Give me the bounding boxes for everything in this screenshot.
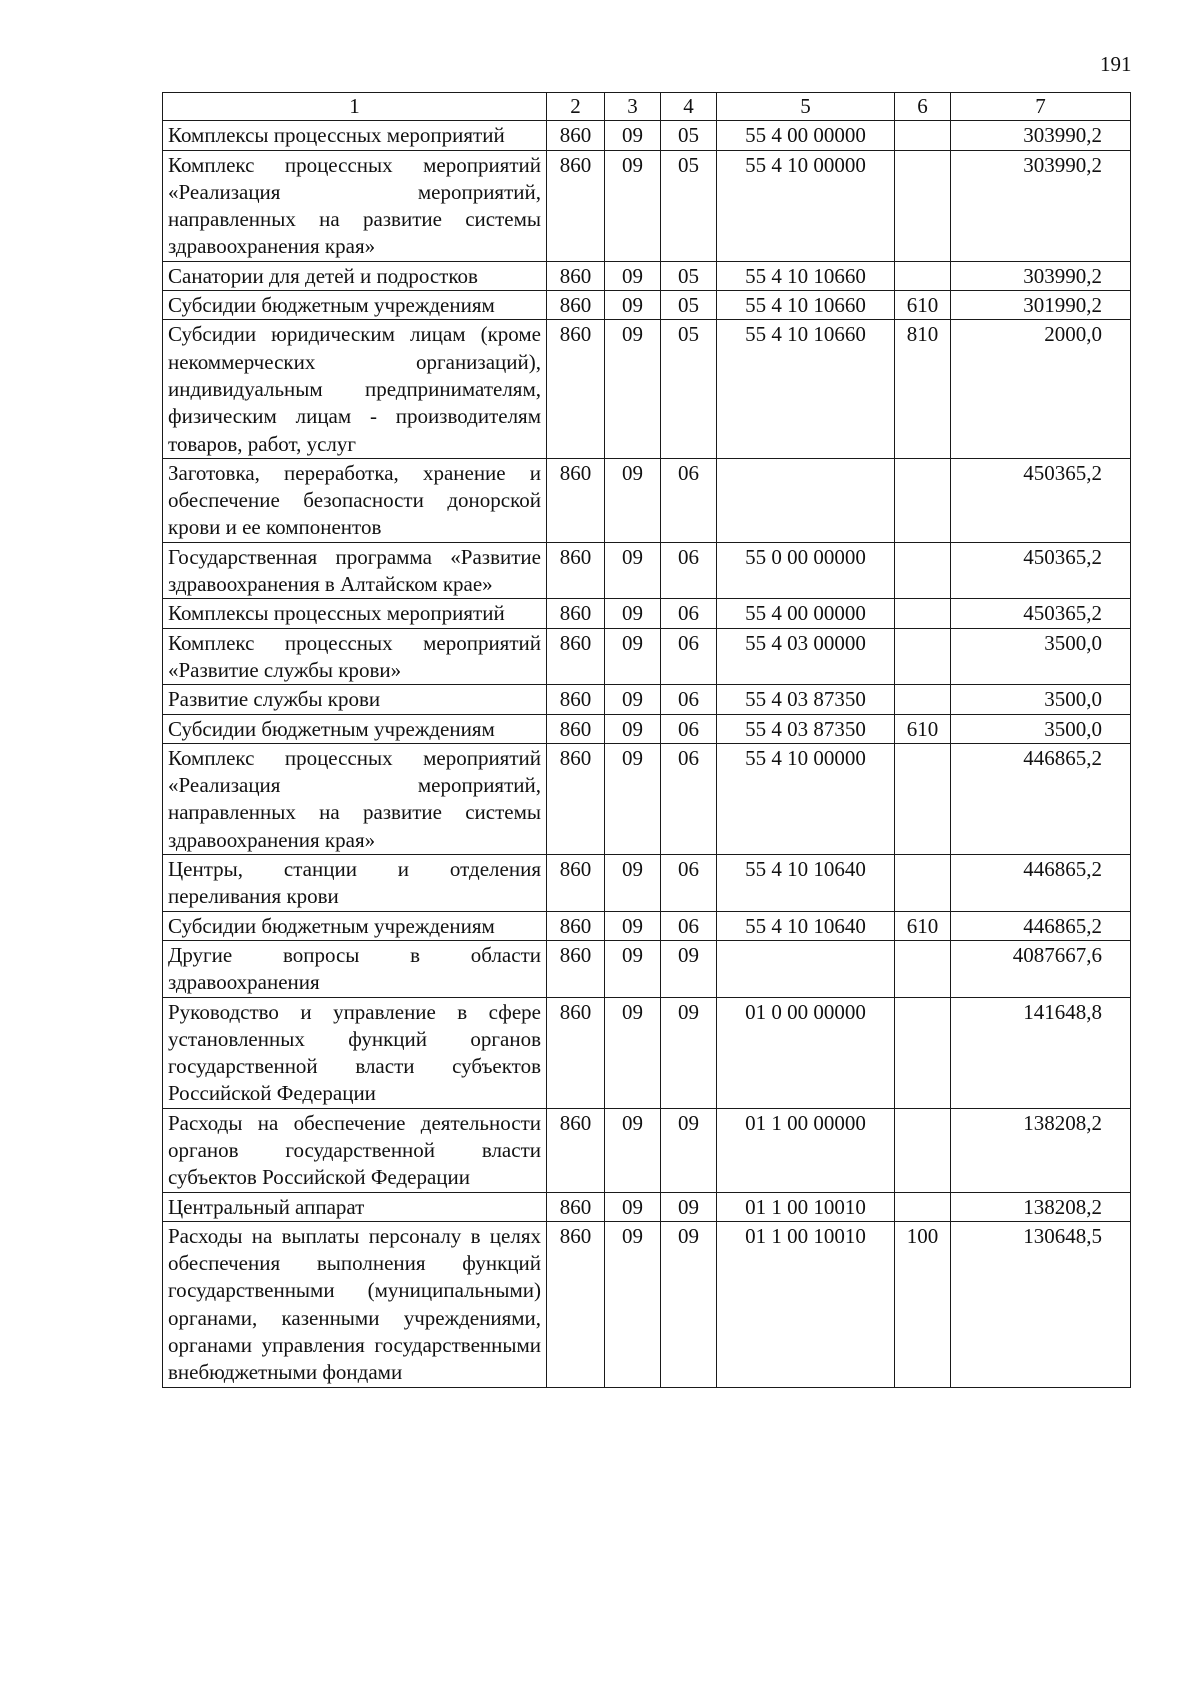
subsection-code: 09 (661, 1108, 717, 1192)
subsection-code: 06 (661, 714, 717, 743)
expense-type-code: 610 (895, 291, 951, 320)
subsection-code: 09 (661, 997, 717, 1108)
expense-type-code: 100 (895, 1221, 951, 1387)
amount: 138208,2 (951, 1108, 1131, 1192)
table-row (163, 628, 1131, 685)
expense-type-code (895, 458, 951, 542)
target-item-code: 55 4 10 10660 (717, 261, 895, 290)
table-row (163, 320, 1131, 458)
column-header-7: 7 (951, 93, 1131, 121)
amount: 3500,0 (951, 628, 1131, 685)
amount: 446865,2 (951, 855, 1131, 912)
row-name: Комплекс процессных мероприятий «Реализация мероприятий, направленных на развитие системы здравоохранения края» (163, 743, 547, 854)
table-row (163, 911, 1131, 940)
row-name: Руководство и управление в сфере установленных функций органов государственной власти субъектов Российской Федерации (163, 997, 547, 1108)
admin-code: 860 (547, 1108, 605, 1192)
expense-type-code: 610 (895, 714, 951, 743)
admin-code: 860 (547, 855, 605, 912)
section-code: 09 (605, 628, 661, 685)
subsection-code: 06 (661, 685, 717, 714)
section-code: 09 (605, 261, 661, 290)
section-code: 09 (605, 743, 661, 854)
section-code: 09 (605, 855, 661, 912)
subsection-code: 06 (661, 628, 717, 685)
table-row (163, 121, 1131, 150)
table-row (163, 542, 1131, 599)
budget-table (162, 92, 1131, 1388)
row-name: Субсидии бюджетным учреждениям (163, 291, 547, 320)
expense-type-code: 810 (895, 320, 951, 458)
section-code: 09 (605, 1221, 661, 1387)
subsection-code: 09 (661, 1192, 717, 1221)
target-item-code: 55 0 00 00000 (717, 542, 895, 599)
table-row (163, 685, 1131, 714)
table-row (163, 458, 1131, 542)
row-name: Субсидии юридическим лицам (кроме некоммерческих организаций), индивидуальным предпринимателям, физическим лицам - производителям товаров, работ, услуг (163, 320, 547, 458)
expense-type-code (895, 685, 951, 714)
expense-type-code (895, 121, 951, 150)
subsection-code: 06 (661, 743, 717, 854)
amount: 130648,5 (951, 1221, 1131, 1387)
admin-code: 860 (547, 628, 605, 685)
row-name: Развитие службы крови (163, 685, 547, 714)
admin-code: 860 (547, 150, 605, 261)
target-item-code: 55 4 00 00000 (717, 121, 895, 150)
admin-code: 860 (547, 599, 605, 628)
target-item-code (717, 940, 895, 997)
column-header-3: 3 (605, 93, 661, 121)
header-row (163, 93, 1131, 121)
amount: 3500,0 (951, 714, 1131, 743)
column-header-6: 6 (895, 93, 951, 121)
subsection-code: 05 (661, 121, 717, 150)
row-name: Расходы на выплаты персоналу в целях обеспечения выполнения функций государственными (муниципальными) органами, казенными учреждениями, органами управления государственными внебюджетными фондами (163, 1221, 547, 1387)
section-code: 09 (605, 458, 661, 542)
admin-code: 860 (547, 1221, 605, 1387)
section-code: 09 (605, 997, 661, 1108)
admin-code: 860 (547, 261, 605, 290)
target-item-code: 55 4 10 10640 (717, 911, 895, 940)
section-code: 09 (605, 1108, 661, 1192)
admin-code: 860 (547, 291, 605, 320)
target-item-code: 55 4 10 10660 (717, 291, 895, 320)
row-name: Центральный аппарат (163, 1192, 547, 1221)
row-name: Санатории для детей и подростков (163, 261, 547, 290)
amount: 141648,8 (951, 997, 1131, 1108)
row-name: Комплексы процессных мероприятий (163, 121, 547, 150)
amount: 2000,0 (951, 320, 1131, 458)
amount: 450365,2 (951, 542, 1131, 599)
section-code: 09 (605, 714, 661, 743)
section-code: 09 (605, 150, 661, 261)
table-row (163, 150, 1131, 261)
expense-type-code (895, 940, 951, 997)
amount: 138208,2 (951, 1192, 1131, 1221)
table-body (163, 121, 1131, 1387)
expense-type-code (895, 1108, 951, 1192)
amount: 301990,2 (951, 291, 1131, 320)
row-name: Субсидии бюджетным учреждениям (163, 714, 547, 743)
table-row (163, 261, 1131, 290)
row-name: Расходы на обеспечение деятельности органов государственной власти субъектов Российской Федерации (163, 1108, 547, 1192)
column-header-4: 4 (661, 93, 717, 121)
table-row (163, 714, 1131, 743)
admin-code: 860 (547, 458, 605, 542)
amount: 303990,2 (951, 261, 1131, 290)
amount: 303990,2 (951, 150, 1131, 261)
target-item-code: 55 4 03 87350 (717, 714, 895, 743)
target-item-code (717, 458, 895, 542)
subsection-code: 06 (661, 542, 717, 599)
subsection-code: 05 (661, 291, 717, 320)
admin-code: 860 (547, 1192, 605, 1221)
target-item-code: 55 4 00 00000 (717, 599, 895, 628)
admin-code: 860 (547, 320, 605, 458)
admin-code: 860 (547, 542, 605, 599)
section-code: 09 (605, 121, 661, 150)
admin-code: 860 (547, 743, 605, 854)
admin-code: 860 (547, 911, 605, 940)
row-name: Центры, станции и отделения переливания крови (163, 855, 547, 912)
target-item-code: 01 1 00 00000 (717, 1108, 895, 1192)
target-item-code: 55 4 10 10640 (717, 855, 895, 912)
expense-type-code (895, 599, 951, 628)
table-row (163, 291, 1131, 320)
table-header (163, 93, 1131, 121)
section-code: 09 (605, 1192, 661, 1221)
amount: 446865,2 (951, 743, 1131, 854)
row-name: Комплекс процессных мероприятий «Развитие службы крови» (163, 628, 547, 685)
subsection-code: 06 (661, 855, 717, 912)
subsection-code: 05 (661, 150, 717, 261)
amount: 446865,2 (951, 911, 1131, 940)
row-name: Комплексы процессных мероприятий (163, 599, 547, 628)
section-code: 09 (605, 542, 661, 599)
expense-type-code (895, 261, 951, 290)
target-item-code: 01 0 00 00000 (717, 997, 895, 1108)
row-name: Другие вопросы в области здравоохранения (163, 940, 547, 997)
table-row (163, 855, 1131, 912)
subsection-code: 09 (661, 940, 717, 997)
amount: 450365,2 (951, 458, 1131, 542)
admin-code: 860 (547, 121, 605, 150)
table-row (163, 1108, 1131, 1192)
table-row (163, 743, 1131, 854)
subsection-code: 05 (661, 261, 717, 290)
admin-code: 860 (547, 685, 605, 714)
target-item-code: 55 4 10 00000 (717, 743, 895, 854)
table-row (163, 1221, 1131, 1387)
target-item-code: 55 4 10 10660 (717, 320, 895, 458)
row-name: Заготовка, переработка, хранение и обеспечение безопасности донорской крови и ее компонентов (163, 458, 547, 542)
column-header-1: 1 (163, 93, 547, 121)
expense-type-code (895, 150, 951, 261)
amount: 3500,0 (951, 685, 1131, 714)
row-name: Государственная программа «Развитие здравоохранения в Алтайском крае» (163, 542, 547, 599)
amount: 303990,2 (951, 121, 1131, 150)
row-name: Субсидии бюджетным учреждениям (163, 911, 547, 940)
amount: 4087667,6 (951, 940, 1131, 997)
target-item-code: 01 1 00 10010 (717, 1221, 895, 1387)
target-item-code: 55 4 03 87350 (717, 685, 895, 714)
column-header-5: 5 (717, 93, 895, 121)
subsection-code: 06 (661, 911, 717, 940)
subsection-code: 06 (661, 458, 717, 542)
admin-code: 860 (547, 714, 605, 743)
expense-type-code: 610 (895, 911, 951, 940)
table-row (163, 940, 1131, 997)
section-code: 09 (605, 291, 661, 320)
subsection-code: 05 (661, 320, 717, 458)
expense-type-code (895, 628, 951, 685)
admin-code: 860 (547, 997, 605, 1108)
row-name: Комплекс процессных мероприятий «Реализация мероприятий, направленных на развитие системы здравоохранения края» (163, 150, 547, 261)
section-code: 09 (605, 685, 661, 714)
expense-type-code (895, 542, 951, 599)
table-row (163, 1192, 1131, 1221)
page-number: 191 (1100, 52, 1132, 76)
expense-type-code (895, 1192, 951, 1221)
table-row (163, 599, 1131, 628)
amount: 450365,2 (951, 599, 1131, 628)
section-code: 09 (605, 599, 661, 628)
table-row (163, 997, 1131, 1108)
section-code: 09 (605, 940, 661, 997)
column-header-2: 2 (547, 93, 605, 121)
target-item-code: 55 4 03 00000 (717, 628, 895, 685)
admin-code: 860 (547, 940, 605, 997)
expense-type-code (895, 855, 951, 912)
subsection-code: 09 (661, 1221, 717, 1387)
expense-type-code (895, 743, 951, 854)
section-code: 09 (605, 911, 661, 940)
expense-type-code (895, 997, 951, 1108)
subsection-code: 06 (661, 599, 717, 628)
section-code: 09 (605, 320, 661, 458)
target-item-code: 55 4 10 00000 (717, 150, 895, 261)
target-item-code: 01 1 00 10010 (717, 1192, 895, 1221)
